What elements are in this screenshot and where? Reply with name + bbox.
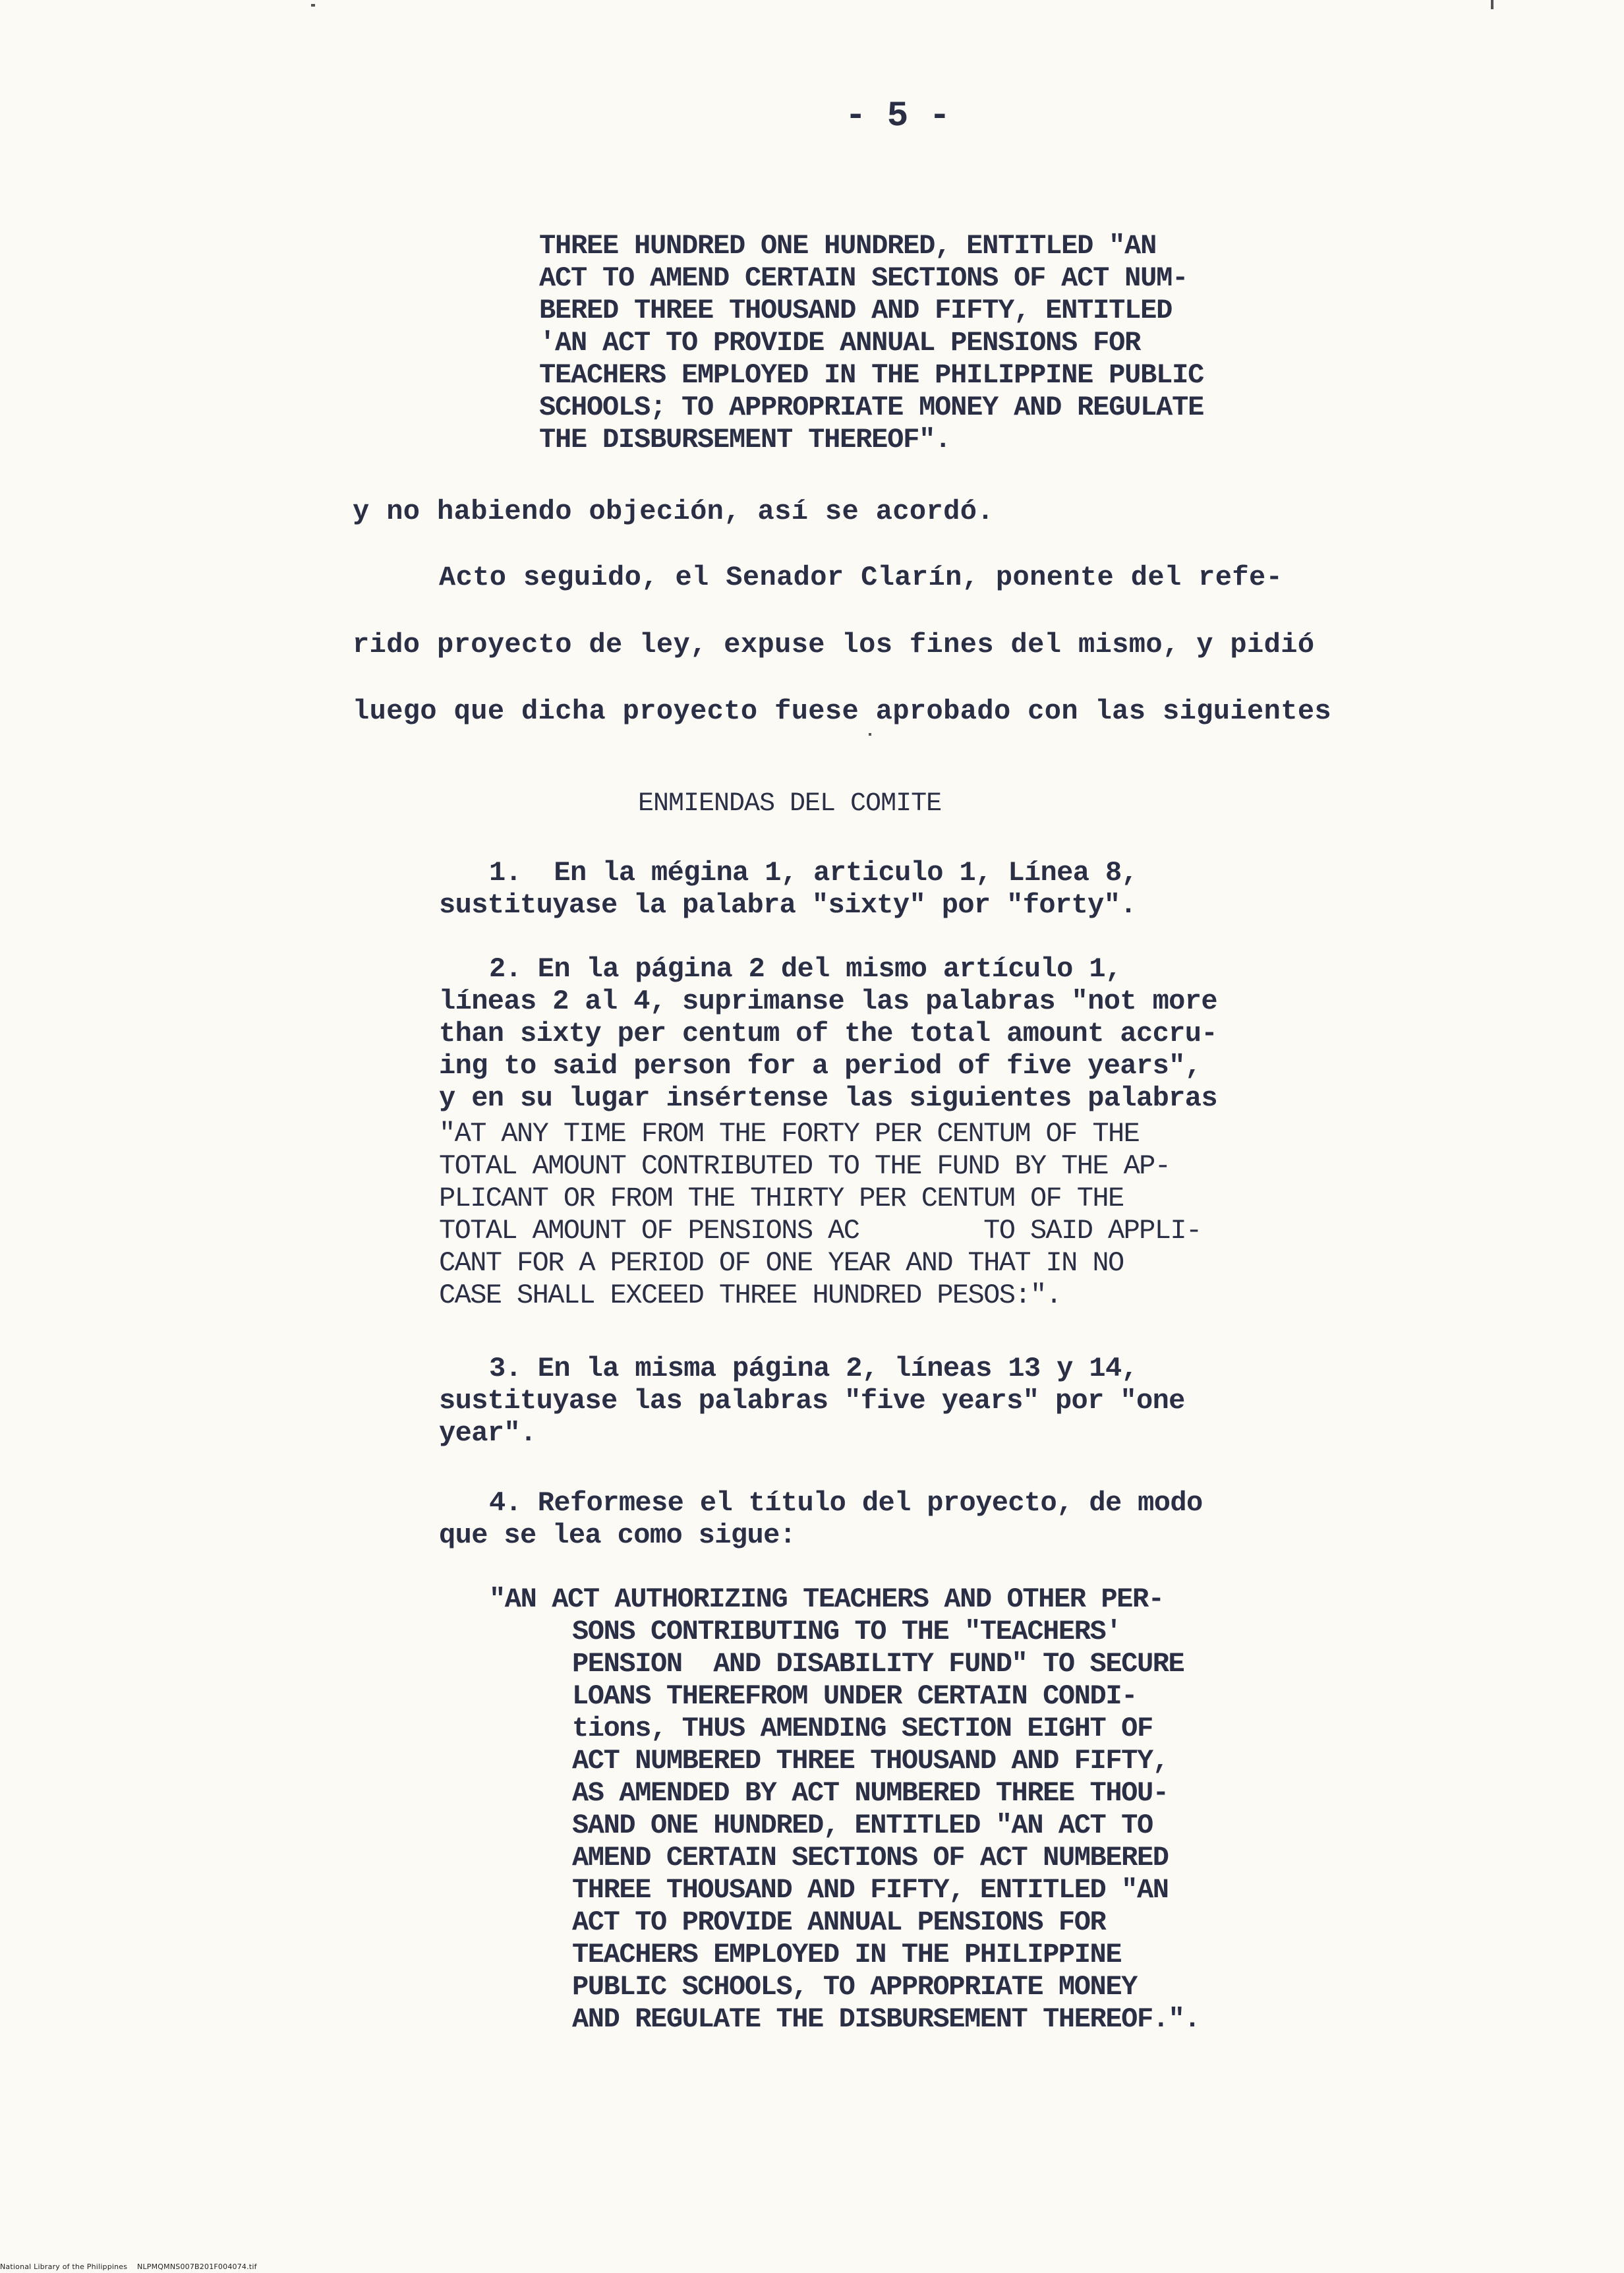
amendments-heading: ENMIENDAS DEL COMITE: [638, 789, 942, 819]
replacement-line: TOTAL AMOUNT CONTRIBUTED TO THE FUND BY THE AP-: [439, 1150, 1171, 1182]
bill-title-line: ACT TO AMEND CERTAIN SECTIONS OF ACT NUM-: [539, 262, 1188, 294]
new-title-line: PUBLIC SCHOOLS, TO APPROPRIATE MONEY: [572, 1971, 1137, 2003]
amendment-line: year".: [439, 1417, 536, 1449]
bill-title-line: THREE HUNDRED ONE HUNDRED, ENTITLED "AN: [539, 230, 1157, 262]
replacement-line: "AT ANY TIME FROM THE FORTY PER CENTUM OF THE: [439, 1118, 1140, 1150]
new-title-line: "AN ACT AUTHORIZING TEACHERS AND OTHER PER-: [489, 1583, 1164, 1615]
amendment-line: sustituyase las palabras "five years" por "one: [439, 1385, 1185, 1417]
new-title-line: TEACHERS EMPLOYED IN THE PHILIPPINE: [572, 1939, 1122, 1970]
amendment-line: 2. En la página 2 del mismo artículo 1,: [489, 953, 1122, 985]
amendment-line: ing to said person for a period of five years",: [439, 1050, 1202, 1082]
bill-title-continued: [539, 230, 1204, 456]
new-title-line: AS AMENDED BY ACT NUMBERED THREE THOU-: [572, 1777, 1169, 1809]
no-objection-line: y no habiendo objeción, así se acordó.: [353, 496, 994, 527]
new-title-line: SONS CONTRIBUTING TO THE "TEACHERS': [572, 1616, 1122, 1647]
new-title-line: ACT NUMBERED THREE THOUSAND AND FIFTY,: [572, 1745, 1169, 1777]
scan-speck: [311, 4, 315, 7]
amendment-line: líneas 2 al 4, suprimanse las palabras "not more: [439, 986, 1217, 1017]
file-name: NLPMQMNS007B201F004074.tif: [137, 2262, 257, 2271]
amendment-line: than sixty per centum of the total amount accru-: [439, 1018, 1217, 1049]
page-number: - 5 -: [845, 96, 950, 136]
replacement-line: PLICANT OR FROM THE THIRTY PER CENTUM OF THE: [439, 1183, 1124, 1214]
narrative-line: luego que dicha proyecto fuese aprobado con las siguientes: [353, 695, 1332, 727]
bill-title-line: THE DISBURSEMENT THEREOF".: [539, 424, 951, 456]
amendment-2-replacement-text: [439, 1118, 1202, 1312]
bill-title-line: BERED THREE THOUSAND AND FIFTY, ENTITLED: [539, 295, 1173, 326]
amendment-line: 3. En la misma página 2, líneas 13 y 14,: [489, 1353, 1138, 1384]
new-bill-title-continued: [572, 1616, 1200, 2036]
new-title-line: LOANS THEREFROM UNDER CERTAIN CONDI-: [572, 1680, 1137, 1712]
amendment-1: [439, 857, 1138, 922]
new-title-line: tions, THUS AMENDING SECTION EIGHT OF: [572, 1713, 1153, 1744]
bill-title-line: SCHOOLS; TO APPROPRIATE MONEY AND REGULATE: [539, 392, 1204, 423]
scan-speck: [869, 733, 871, 736]
amendment-2: [439, 953, 1217, 1115]
new-bill-title: [489, 1583, 1164, 1616]
replacement-line: TOTAL AMOUNT OF PENSIONS AC TO SAID APPLI-: [439, 1215, 1202, 1247]
replacement-line: CASE SHALL EXCEED THREE HUNDRED PESOS:".: [439, 1280, 1062, 1311]
new-title-line: ACT TO PROVIDE ANNUAL PENSIONS FOR: [572, 1906, 1106, 1938]
new-title-line: AND REGULATE THE DISBURSEMENT THEREOF.".: [572, 2003, 1200, 2035]
scan-speck: [1491, 0, 1494, 9]
bill-title-line: 'AN ACT TO PROVIDE ANNUAL PENSIONS FOR: [539, 327, 1141, 359]
new-title-line: SAND ONE HUNDRED, ENTITLED "AN ACT TO: [572, 1810, 1153, 1841]
narrative-line: Acto seguido, el Senador Clarín, ponente del refe-: [439, 562, 1283, 593]
amendment-line: 1. En la mégina 1, articulo 1, Línea 8,: [489, 857, 1138, 889]
amendment-line: 4. Reformese el título del proyecto, de modo: [489, 1487, 1203, 1519]
new-title-line: THREE THOUSAND AND FIFTY, ENTITLED "AN: [572, 1874, 1169, 1906]
replacement-line: CANT FOR A PERIOD OF ONE YEAR AND THAT IN NO: [439, 1247, 1124, 1279]
amendment-line: y en su lugar insértense las siguientes palabras: [439, 1082, 1217, 1114]
amendment-line: sustituyase la palabra "sixty" por "forty".: [439, 889, 1136, 921]
amendment-4: [439, 1487, 1203, 1552]
narrative-line: rido proyecto de ley, expuse los fines del mismo, y pidió: [353, 629, 1315, 661]
amendment-3: [439, 1353, 1185, 1450]
new-title-line: PENSION AND DISABILITY FUND" TO SECURE: [572, 1648, 1184, 1680]
archive-footer: [0, 2262, 257, 2271]
amendment-line: que se lea como sigue:: [439, 1520, 796, 1551]
bill-title-line: TEACHERS EMPLOYED IN THE PHILIPPINE PUBLIC: [539, 359, 1204, 391]
archive-name: National Library of the Philippines: [0, 2262, 128, 2271]
new-title-line: AMEND CERTAIN SECTIONS OF ACT NUMBERED: [572, 1842, 1169, 1874]
